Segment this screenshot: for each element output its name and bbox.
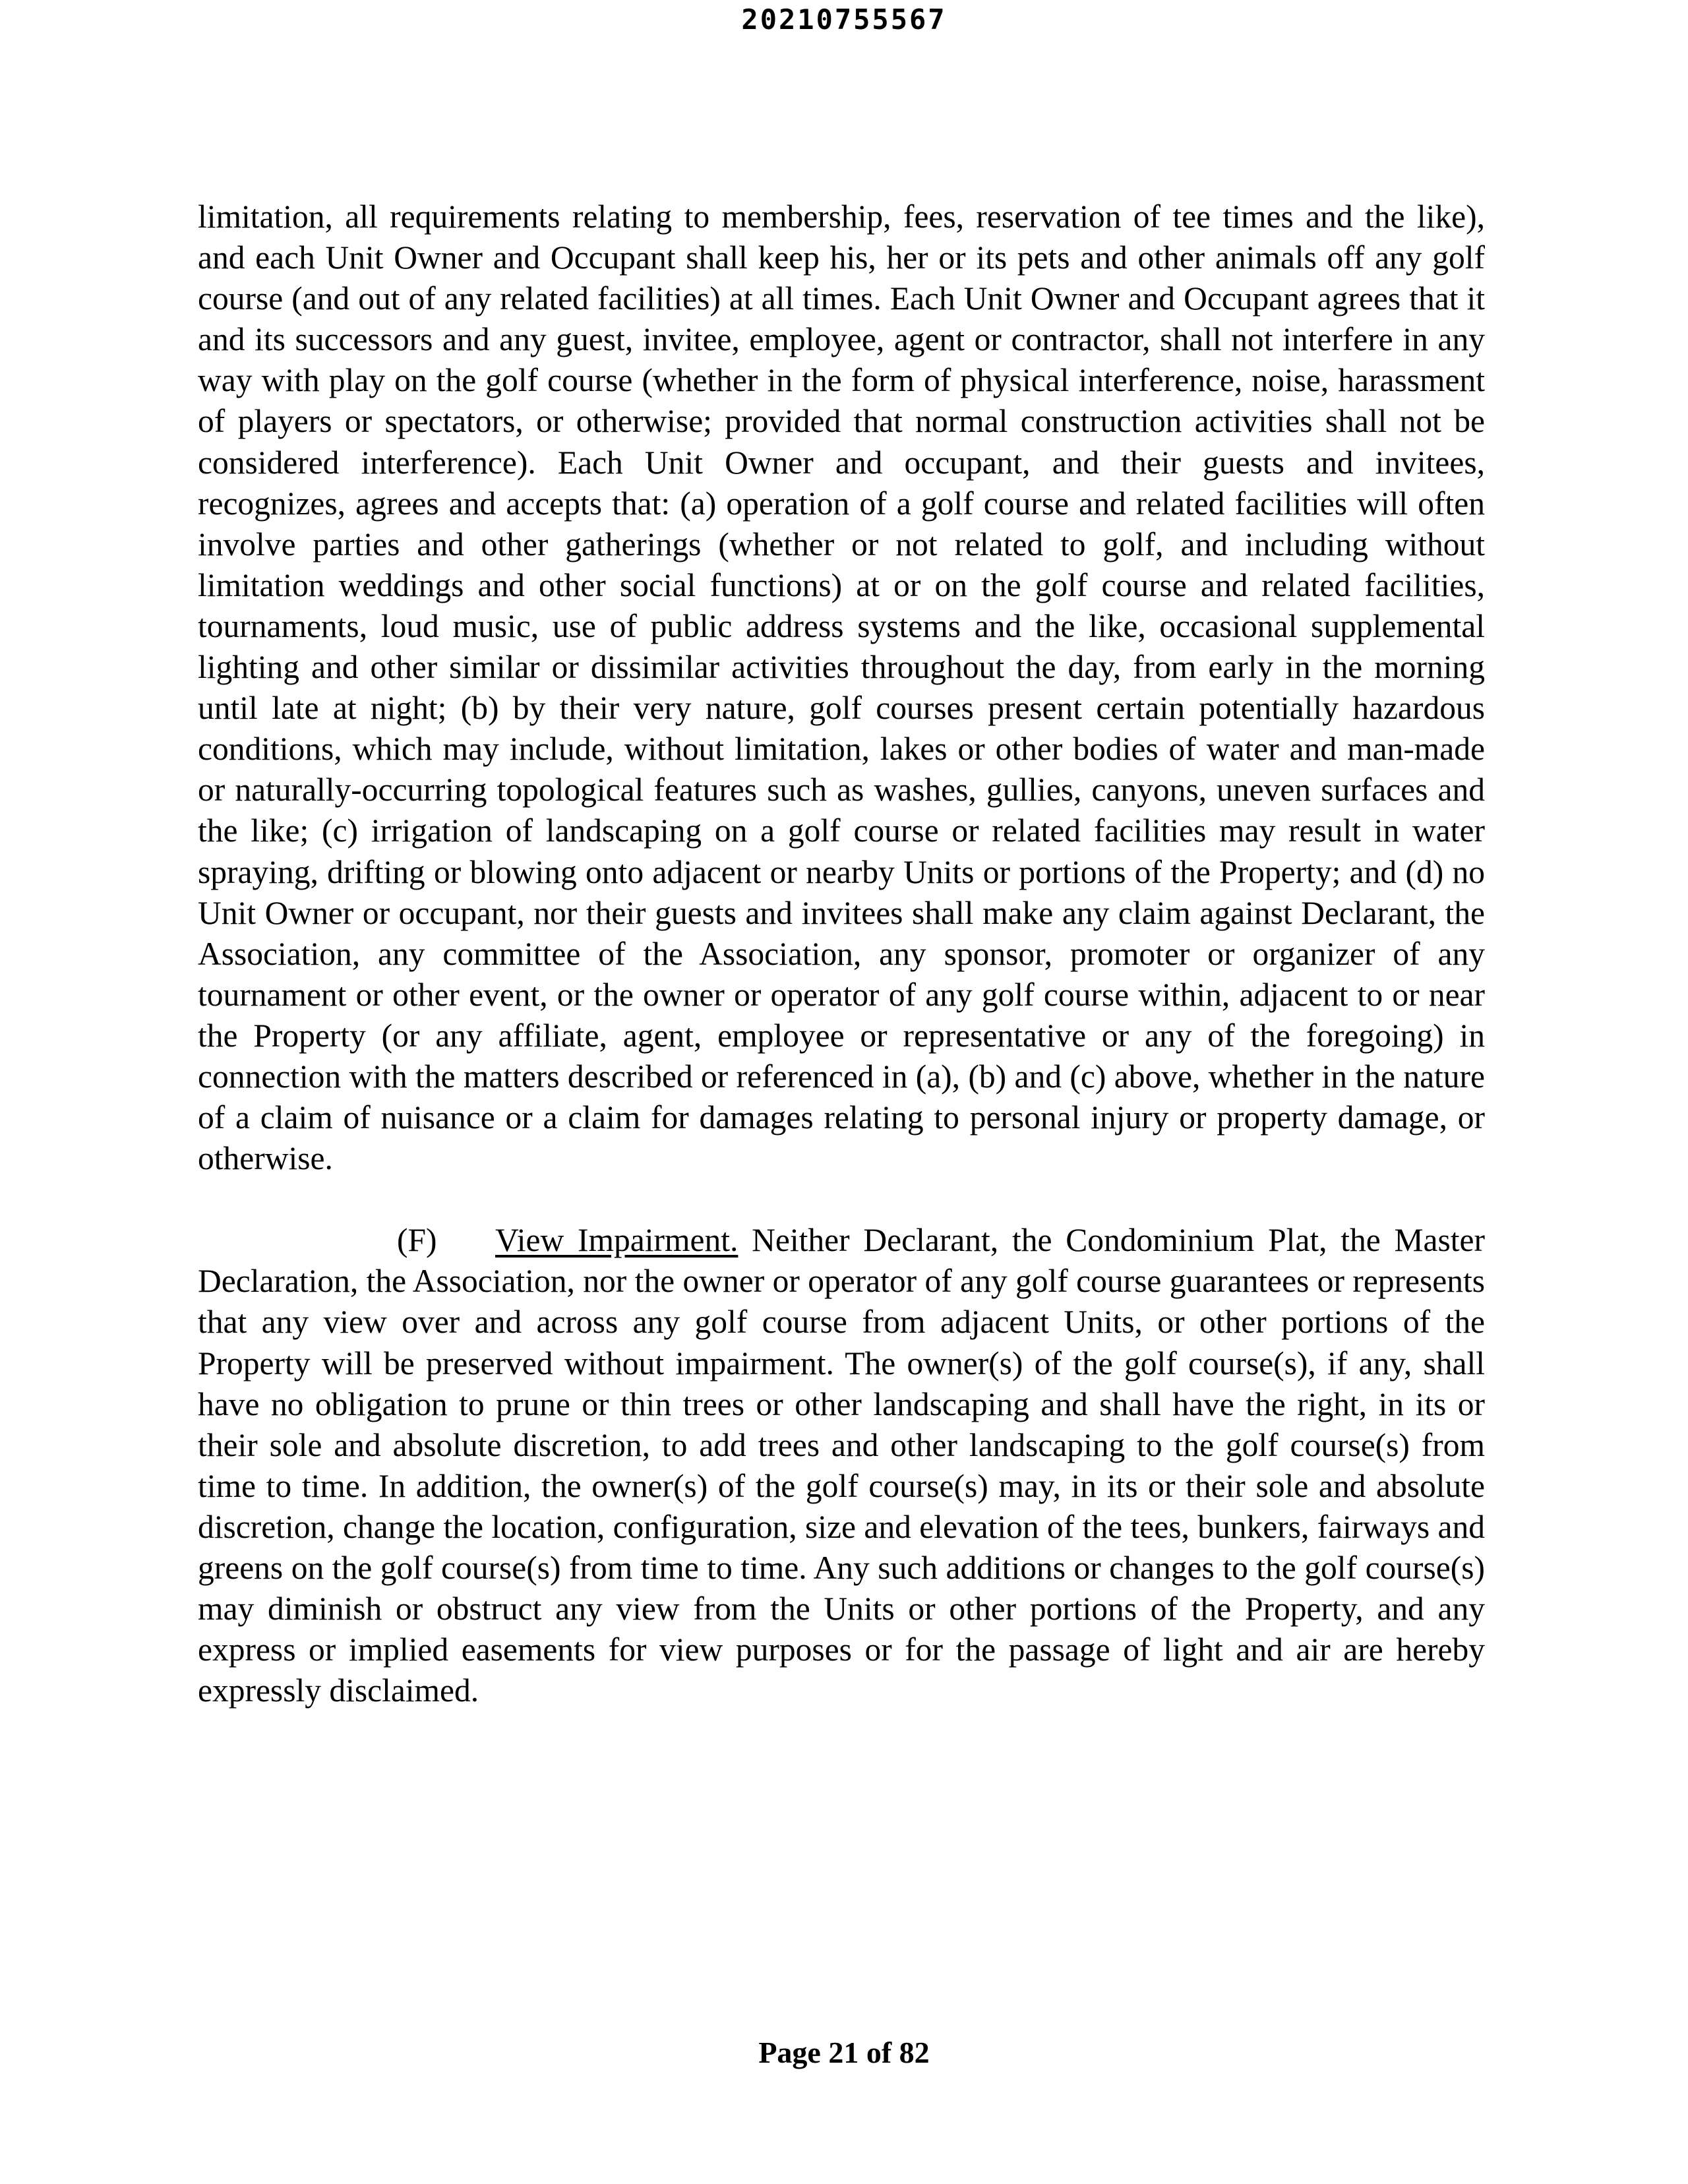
section-f-heading: View Impairment. [495,1222,738,1259]
section-f-paragraph [198,1220,1485,1711]
section-f-label: (F) [397,1222,437,1259]
page-number-footer: Page 21 of 82 [758,2036,930,2069]
page-body [198,197,1485,1711]
section-f-text: Neither Declarant, the Condominium Plat, the Master Declaration, the Association, nor the owner or operator of any golf course guarantees or represents that any view over and across any golf course from adjacent Units, or other portions of the Property will be preserved without impairment. The owner(s) of the golf course(s), if any, shall have no obligation to prune or thin trees or other landscaping and shall have the right, in its or their sole and absolute discretion, to add trees and other landscaping to the golf course(s) from time to time. In addition, the owner(s) of the golf course(s) may, in its or their sole and absolute discretion, change the location, configuration, size and elevation of the tees, bunkers, fairways and greens on the golf course(s) from time to time. Any such additions or changes to the golf course(s) may diminish or obstruct any view from the Units or other portions of the Property, and any express or implied easements for view purposes or for the passage of light and air are hereby expressly disclaimed. [198,1222,1485,1709]
paragraph-gap [198,1179,1485,1220]
paragraph-continuation: limitation, all requirements relating to membership, fees, reservation of tee times and the like), and each Unit Owner and Occupant shall keep his, her or its pets and other animals off any golf course (and out of any related facilities) at all times. Each Unit Owner and Occupant agrees that it and its successors and any guest, invitee, employee, agent or contractor, shall not interfere in any way with play on the golf course (whether in the form of physical interference, noise, harassment of players or spectators, or otherwise; provided that normal construction activities shall not be considered interference). Each Unit Owner and occupant, and their guests and invitees, recognizes, agrees and accepts that: (a) operation of a golf course and related facilities will often involve parties and other gatherings (whether or not related to golf, and including without limitation weddings and other social functions) at or on the golf course and related facilities, tournaments, loud music, use of public address systems and the like, occasional supplemental lighting and other similar or dissimilar activities throughout the day, from early in the morning until late at night; (b) by their very nature, golf courses present certain potentially hazardous conditions, which may include, without limitation, lakes or other bodies of water and man-made or naturally-occurring topological features such as washes, gullies, canyons, uneven surfaces and the like; (c) irrigation of landscaping on a golf course or related facilities may result in water spraying, drifting or blowing onto adjacent or nearby Units or portions of the Property; and (d) no Unit Owner or occupant, nor their guests and invitees shall make any claim against Declarant, the Association, any committee of the Association, any sponsor, promoter or organizer of any tournament or other event, or the owner or operator of any golf course within, adjacent to or near the Property (or any affiliate, agent, employee or representative or any of the foregoing) in connection with the matters described or referenced in (a), (b) and (c) above, whether in the nature of a claim of nuisance or a claim for damages relating to personal injury or property damage, or otherwise. [198,198,1485,1177]
document-number: 20210755567 [741,3,947,36]
